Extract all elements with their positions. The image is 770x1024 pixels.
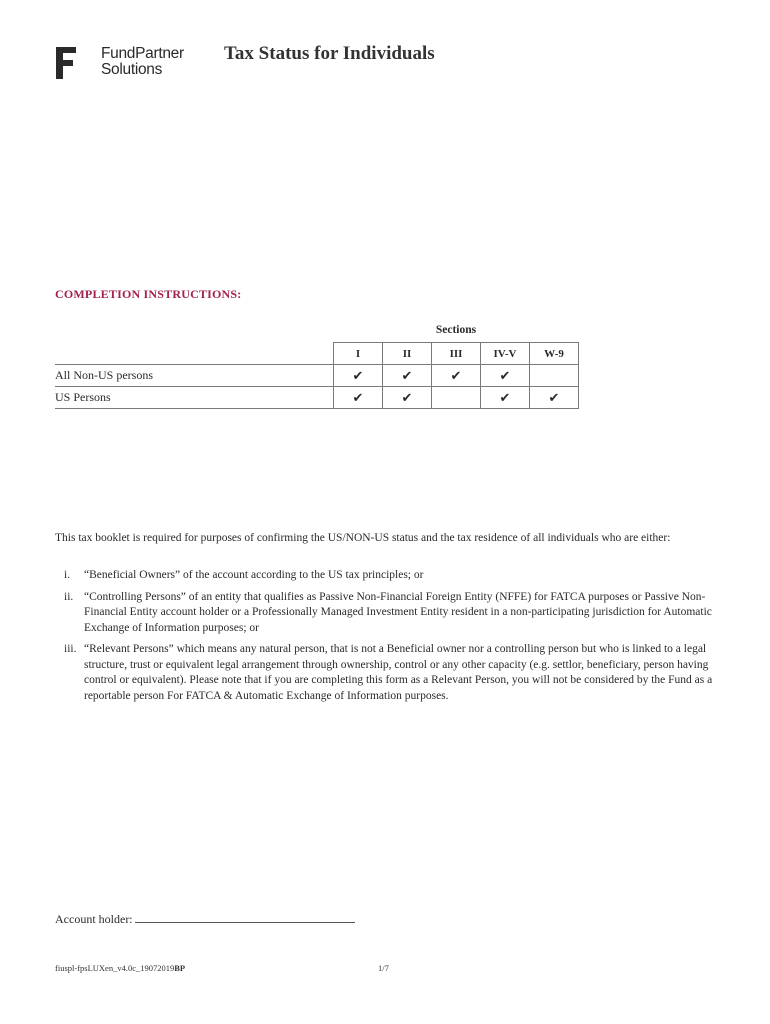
brand-name [101,46,184,78]
brand-line-1: FundPartner [101,45,184,62]
checkmark-icon: ✔ [481,365,530,387]
list-item [55,590,720,637]
table-row [55,387,579,409]
column-header: III [432,343,481,365]
brand-line-2: Solutions [101,61,163,78]
sections-table [55,342,579,409]
checkmark-icon: ✔ [432,365,481,387]
person-type-list [55,568,720,710]
account-holder-label: Account holder: [55,912,133,926]
account-holder-line[interactable] [135,910,355,923]
page-number: 1/7 [378,963,389,973]
list-item-text: “Relevant Persons” which means any natural person, that is not a Beneficial owner nor a controlling person but who is linked to a legal structure, trust or equivalent legal arrangement through ownership, control or any other capacity (e.g. settlor, beneficiary, person having control or equivalent). Please note that if you are completing this form as a Relevant Person, you will not be considered by the Fund as a reportable person For FATCA & Automatic Exchange of Information purposes. [84,643,713,702]
fundpartner-logo-icon [54,47,78,79]
checkmark-icon: ✔ [481,387,530,409]
column-header: W-9 [530,343,579,365]
column-header: II [383,343,432,365]
list-number: ii. [64,590,74,603]
list-item [55,642,720,704]
checkmark-icon: ✔ [334,387,383,409]
checkmark-icon: ✔ [383,387,432,409]
account-holder-field [55,910,355,927]
empty-cell [530,365,579,387]
list-item-text: “Beneficial Owners” of the account according to the US tax principles; or [84,569,424,581]
table-row [55,365,579,387]
checkmark-icon: ✔ [383,365,432,387]
row-label: All Non-US persons [55,365,334,387]
list-number: iii. [64,643,77,655]
empty-cell [432,387,481,409]
list-item [55,568,720,584]
page-title: Tax Status for Individuals [224,43,435,64]
list-number: i. [64,569,71,581]
row-label: US Persons [55,387,334,409]
sections-caption: Sections [435,324,477,336]
intro-paragraph: This tax booklet is required for purposes of confirming the US/NON-US status and the tax residence of all individuals who are either: [55,532,671,544]
column-header: I [334,343,383,365]
document-code: fiuspl-fpsLUXen_v4.0c_19072019BP [55,963,186,973]
table-header-row [55,343,579,365]
column-header: IV-V [481,343,530,365]
checkmark-icon: ✔ [530,387,579,409]
instructions-heading: COMPLETION INSTRUCTIONS: [55,287,242,301]
list-item-text: “Controlling Persons” of an entity that qualifies as Passive Non-Financial Foreign Entity (NFFE) for FATCA purposes or Passive Non-Financial Entity account holder or a Professionally Managed Investment Entity resident in a non-participating jurisdiction for Automatic Exchange of Information purposes; or [84,590,712,634]
checkmark-icon: ✔ [334,365,383,387]
